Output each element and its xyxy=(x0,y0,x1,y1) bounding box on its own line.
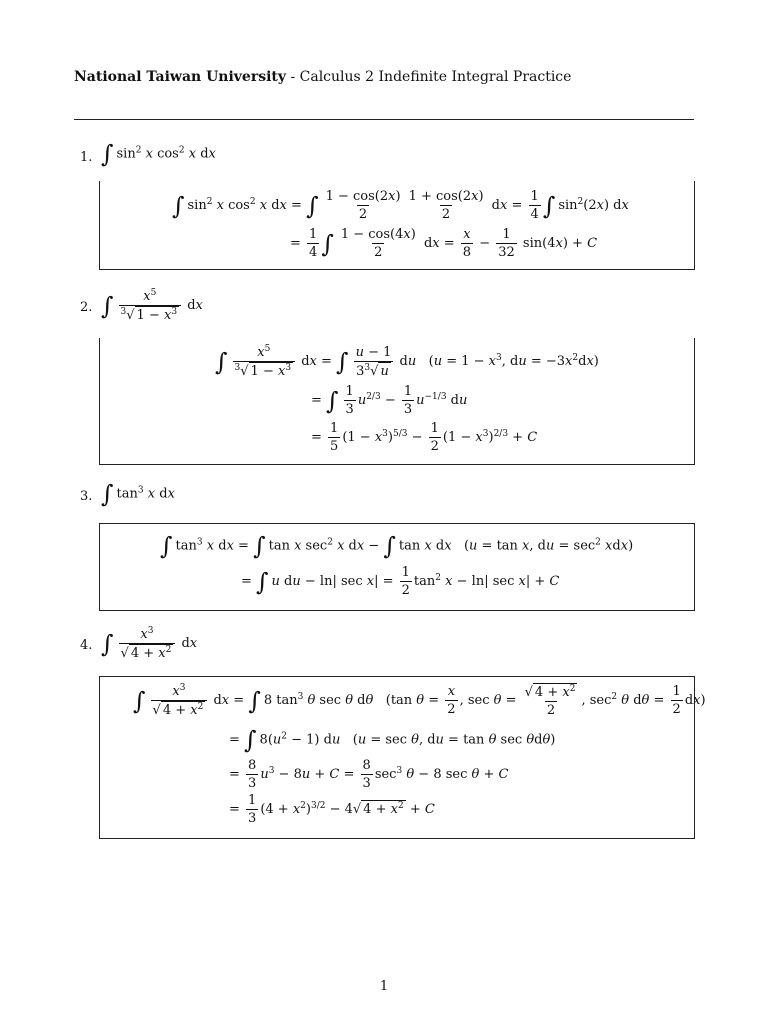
problem-4-step-2: = ∫ $8(u^2 - 1)$ du (u = sec θ, du = tan θ sec θdθ) xyxy=(229,726,556,754)
page-header xyxy=(74,69,571,85)
problem-2-step-1: ∫ $\frac{x^5}{^3√ 1 - x^3}$ dx = ∫ $\frac{u - 1}{3^3√ u}$ du ($u = 1 - x^3$, du = $-3x^2dx$) xyxy=(215,344,599,379)
problem-4-number: 4. xyxy=(80,638,93,653)
problem-1-number: 1. xyxy=(80,150,93,165)
problem-4-step-4: = $\frac{1}{3}$ $(4 + x^2)^{3/2} - 4√$ $4 + x^2 + C$ xyxy=(229,793,435,826)
problem-2-statement: ∫ $\frac{x^5}{^3√ 1 - x^3}$ dx xyxy=(101,288,203,323)
problem-4-step-3: = $\frac{8}{3}$ $u^3 - 8u + C$ = $\frac{8}{3}$ $\sec^3 \theta - 8$ sec θ + C xyxy=(229,758,509,791)
problem-3-statement: ∫ $\tan^3 x$ dx xyxy=(101,480,175,508)
problem-2-step-3: = $\frac{1}{5}$ $(1 - x^3)^{5/3}$ − $\frac{1}{2}$ $(1 - x^3)^{2/3} + C$ xyxy=(311,421,538,454)
problem-4-statement: ∫ $\frac{x^3}{√ 4 + x^2}$ dx xyxy=(101,626,198,661)
problem-4-step-1: ∫ $\frac{x^3}{√ 4 + x^2}$ dx = ∫ 8 $\tan^3 \theta$ sec θ dθ (tan θ = $\frac{x}{2}$ , sec θ = $\frac{√ 4 + x^2}{2}$ , $\sec^2 \theta$ dθ = $\frac{1}{2}$ dx) xyxy=(133,683,706,718)
problem-2-number: 2. xyxy=(80,300,93,315)
problem-1-step-1: ∫ $\sin^2 x$ $\cos^2 x$ dx = ∫ $\frac{1 - \cos(2x)}{2}$ $\frac{1 + \cos(2x)}{2}$ dx = $\frac{1}{4}$ ∫ $\sin^2(2x)$ dx xyxy=(172,189,629,222)
document-title: - Calculus 2 Indefinite Integral Practice xyxy=(286,69,572,85)
header-rule xyxy=(74,119,694,120)
problem-1-statement: ∫ $\sin^2 x$ $\cos^2 x$ dx xyxy=(101,140,216,168)
problem-3-number: 3. xyxy=(80,489,93,504)
page-number: 1 xyxy=(379,979,389,994)
problem-1-step-2: = $\frac{1}{4}$ ∫ $\frac{1 - \cos(4x)}{2}$ dx = $\frac{x}{8}$ − $\frac{1}{32}$ sin(4x) + C xyxy=(290,227,598,260)
problem-3-step-1: ∫ $\tan^3 x$ dx = ∫ tan x $\sec^2 x$ dx − ∫ tan x dx (u = tan x, du = $\sec^2 xdx$) xyxy=(160,532,634,560)
university-name: National Taiwan University xyxy=(74,69,287,85)
problem-2-step-2: = ∫ $\frac{1}{3}$ $u^{2/3}$ − $\frac{1}{3}$ $u^{-1/3}$ du xyxy=(311,384,468,417)
problem-3-step-2: = ∫ u du − ln| sec x| = $\frac{1}{2}$ $\tan^2 x - \ln|$ sec x| + C xyxy=(241,565,560,598)
